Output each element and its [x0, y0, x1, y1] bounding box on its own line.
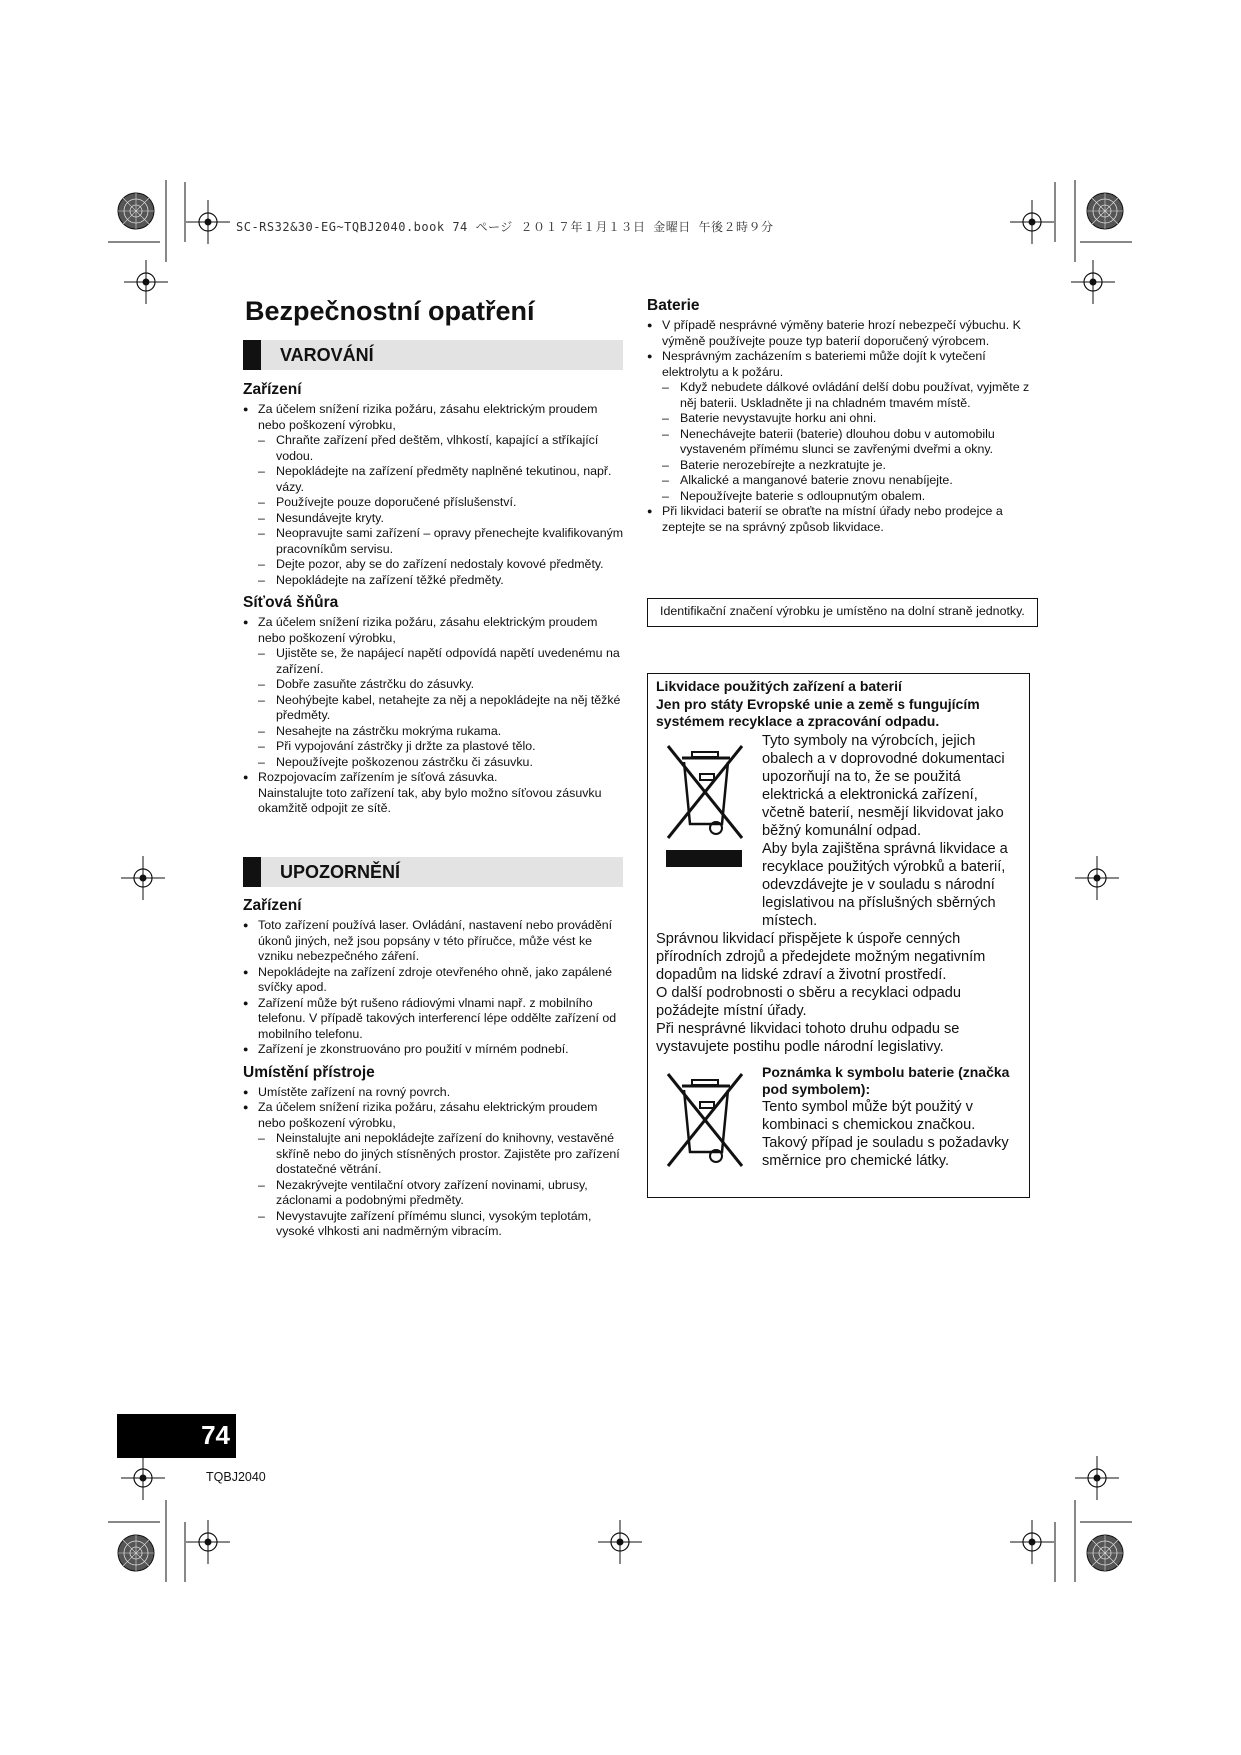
disposal-symbol-text	[762, 732, 1021, 930]
battery-symbol	[656, 1064, 762, 1170]
disposal-info-box	[647, 673, 1030, 1198]
list-item: ● V případě nesprávné výměny baterie hrozí nebezpečí výbuchu. K výměně používejte pouze typ baterií doporučený výrobcem.	[647, 318, 1031, 349]
list-item: – Nesahejte na zástrčku mokrýma rukama.	[243, 724, 627, 740]
header-date: ２０１７年１月１３日	[520, 220, 646, 234]
list-item: – Když nebudete dálkové ovládání delší dobu používat, vyjměte z něj baterii. Uskladněte ji na chladném tmavém místě.	[647, 380, 1031, 411]
list-item: – Dejte pozor, aby se do zařízení nedostaly kovové předměty.	[243, 557, 627, 573]
registration-cross-icon	[1010, 200, 1054, 244]
document-code: TQBJ2040	[206, 1470, 266, 1484]
list-item: – Nepokládejte na zařízení těžké předměty.	[243, 573, 627, 589]
list-item: ● Nesprávným zacházením s bateriemi může dojít k vytečení elektrolytu a k požáru.	[647, 349, 1031, 380]
registration-cross-icon	[1075, 856, 1119, 900]
disposal-subtitle: Jen pro státy Evropské unie a země s fungujícím systémem recyklace a zpracování odpadu.	[656, 696, 980, 729]
registration-cross-icon	[186, 1520, 230, 1564]
list-item: – Neinstalujte ani nepokládejte zařízení do knihovny, vestavěné skříně nebo do jiných stísněných prostor. Zajistěte pro zařízení dostatečné větrání.	[243, 1131, 627, 1178]
list-item: – Chraňte zařízení před deštěm, vlhkostí, kapající a stříkající vodou.	[243, 433, 627, 464]
warning-section	[243, 375, 627, 817]
battery-note-title: Poznámka k symbolu baterie (značka pod symbolem):	[762, 1064, 1010, 1097]
list-item: ● Zařízení může být rušeno rádiovými vlnami např. z mobilního telefonu. V případě takových interferencí lépe oddělte zařízení od mobilního telefonu.	[243, 996, 627, 1043]
bullet-list	[243, 615, 627, 786]
registration-cross-icon	[1071, 260, 1115, 304]
list-item: – Nesundávejte kryty.	[243, 511, 627, 527]
paragraph: Tyto symboly na výrobcích, jejich obalech a v doprovodné dokumentaci upozorňují na to, že se použitá elektrická a elektronická zařízení, včetně baterií, nesmějí likvidovat jako běžný komunální odpad.	[762, 733, 1005, 839]
list-item: ● Za účelem snížení rizika požáru, zásahu elektrickým proudem nebo poškození výrobku,	[243, 402, 627, 433]
disposal-symbol-row	[656, 732, 1021, 930]
registration-cross-icon	[186, 200, 230, 244]
registration-wheel-icon	[1087, 1535, 1123, 1571]
list-item: ● Zařízení je zkonstruováno pro použití v mírném podnebí.	[243, 1042, 627, 1058]
header-weekday: 金曜日	[653, 220, 691, 234]
battery-symbol-row	[656, 1064, 1021, 1170]
list-item: – Používejte pouze doporučené příslušenství.	[243, 495, 627, 511]
paragraph: Tento symbol může být použitý v kombinaci s chemickou značkou. Takový případ je souladu s požadavky směrnice pro chemické látky.	[762, 1099, 1009, 1169]
paragraph: Při nesprávné likvidaci tohoto druhu odpadu se vystavujete postihu podle národní legislativy.	[656, 1021, 960, 1055]
battery-note-text	[762, 1064, 1021, 1170]
list-item: ● Umístěte zařízení na rovný povrch.	[243, 1085, 627, 1101]
list-item: – Nezakrývejte ventilační otvory zařízení novinami, ubrusy, záclonami a podobnými předměty.	[243, 1178, 627, 1209]
paragraph: Aby byla zajištěna správná likvidace a recyklace použitých výrobků a baterií, odevzdávejte je v souladu s národní legislativou na příslušných sběrných místech.	[762, 841, 1008, 929]
list-item: – Dobře zasuňte zástrčku do zásuvky.	[243, 677, 627, 693]
list-item: – Při vypojování zástrčky ji držte za plastové tělo.	[243, 739, 627, 755]
registration-wheel-icon	[118, 193, 154, 229]
list-item-continuation: Nainstalujte toto zařízení tak, aby bylo možno síťovou zásuvku okamžitě odpojit ze sítě.	[258, 785, 602, 815]
list-item: ● Toto zařízení používá laser. Ovládání, nastavení nebo provádění úkonů jiných, než jsou popsány v této příručce, může vést ke vzniku nebezpečného záření.	[243, 918, 627, 965]
paragraph: Správnou likvidací přispějete k úspoře cenných přírodních zdrojů a předejdete možným negativním dopadům na lidské zdraví a životní prostředí.	[656, 931, 986, 983]
page-number: 74	[201, 1420, 230, 1450]
caution-band-label: UPOZORNĚNÍ	[280, 862, 401, 882]
registration-wheel-icon	[118, 1535, 154, 1571]
page-number-box	[117, 1414, 236, 1458]
list-item: – Nenechávejte baterii (baterie) dlouhou dobu v automobilu vystaveném přímému slunci se zavřenými dveřmi a okny.	[647, 427, 1031, 458]
list-item: – Neopravujte sami zařízení – opravy přenechejte kvalifikovaným pracovníkům servisu.	[243, 526, 627, 557]
print-header-line	[236, 218, 774, 235]
list-item: – Alkalické a manganové baterie znovu nenabíjejte.	[647, 473, 1031, 489]
crossed-bin-icon	[662, 738, 748, 846]
registration-cross-icon	[124, 260, 168, 304]
section-heading: Umístění přístroje	[243, 1063, 375, 1081]
caution-section	[243, 891, 627, 1240]
list-item: – Baterie nevystavujte horku ani ohni.	[647, 411, 1031, 427]
header-page-word: ページ	[475, 220, 513, 234]
weee-symbol	[656, 732, 762, 930]
bullet-list	[243, 402, 627, 588]
list-item: – Nepoužívejte baterie s odloupnutým obalem.	[647, 489, 1031, 505]
section-heading: Zařízení	[243, 381, 302, 398]
section-heading: Síťová šňůra	[243, 594, 339, 611]
list-item: ● Za účelem snížení rizika požáru, zásahu elektrickým proudem nebo poškození výrobku,	[243, 615, 627, 646]
list-item: – Nepokládejte na zařízení předměty naplněné tekutinou, např. vázy.	[243, 464, 627, 495]
registration-cross-icon	[1010, 1520, 1054, 1564]
paragraph: O další podrobnosti o sběru a recyklaci odpadu požádejte místní úřady.	[656, 985, 962, 1019]
header-page: 74	[452, 220, 468, 234]
list-item: – Neohýbejte kabel, netahejte za něj a nepokládejte na něj těžké předměty.	[243, 693, 627, 724]
list-item: ● Při likvidaci baterií se obraťte na místní úřady nebo prodejce a zeptejte se na správný způsob likvidace.	[647, 504, 1031, 535]
disposal-title: Likvidace použitých zařízení a baterií	[656, 678, 902, 694]
crossed-bin-icon	[662, 1066, 748, 1174]
black-bar-mark	[666, 850, 742, 867]
registration-cross-icon	[121, 856, 165, 900]
list-item: – Ujistěte se, že napájecí napětí odpovídá napětí uvedenému na zařízení.	[243, 646, 627, 677]
header-time: 午後２時９分	[698, 220, 774, 234]
list-item: – Nepoužívejte poškozenou zástrčku či zásuvku.	[243, 755, 627, 771]
warning-band	[243, 340, 623, 370]
bullet-list	[243, 918, 627, 1058]
caution-band	[243, 857, 623, 887]
bullet-list	[647, 318, 1031, 535]
warning-band-label: VAROVÁNÍ	[280, 345, 374, 365]
registration-cross-icon	[1075, 1456, 1119, 1500]
header-file: SC-RS32&30-EG~TQBJ2040.book	[236, 220, 445, 234]
registration-wheel-icon	[1087, 193, 1123, 229]
page-title: Bezpečnostní opatření	[245, 296, 535, 326]
list-item: ● Nepokládejte na zařízení zdroje otevřeného ohně, jako zapálené svíčky apod.	[243, 965, 627, 996]
bullet-list	[243, 1085, 627, 1240]
identification-note-box: Identifikační značení výrobku je umístěno na dolní straně jednotky.	[647, 598, 1038, 627]
section-heading: Baterie	[647, 297, 700, 314]
registration-cross-icon	[121, 1456, 165, 1500]
section-heading: Zařízení	[243, 897, 302, 914]
list-item: – Baterie nerozebírejte a nezkratujte je.	[647, 458, 1031, 474]
list-item: – Nevystavujte zařízení přímému slunci, vysokým teplotám, vysoké vlhkosti ani nadměrným vibracím.	[243, 1209, 627, 1240]
list-item: ● Za účelem snížení rizika požáru, zásahu elektrickým proudem nebo poškození výrobku,	[243, 1100, 627, 1131]
battery-section	[647, 297, 1031, 535]
list-item: ● Rozpojovacím zařízením je síťová zásuvka.	[243, 770, 627, 786]
registration-cross-icon	[598, 1520, 642, 1564]
